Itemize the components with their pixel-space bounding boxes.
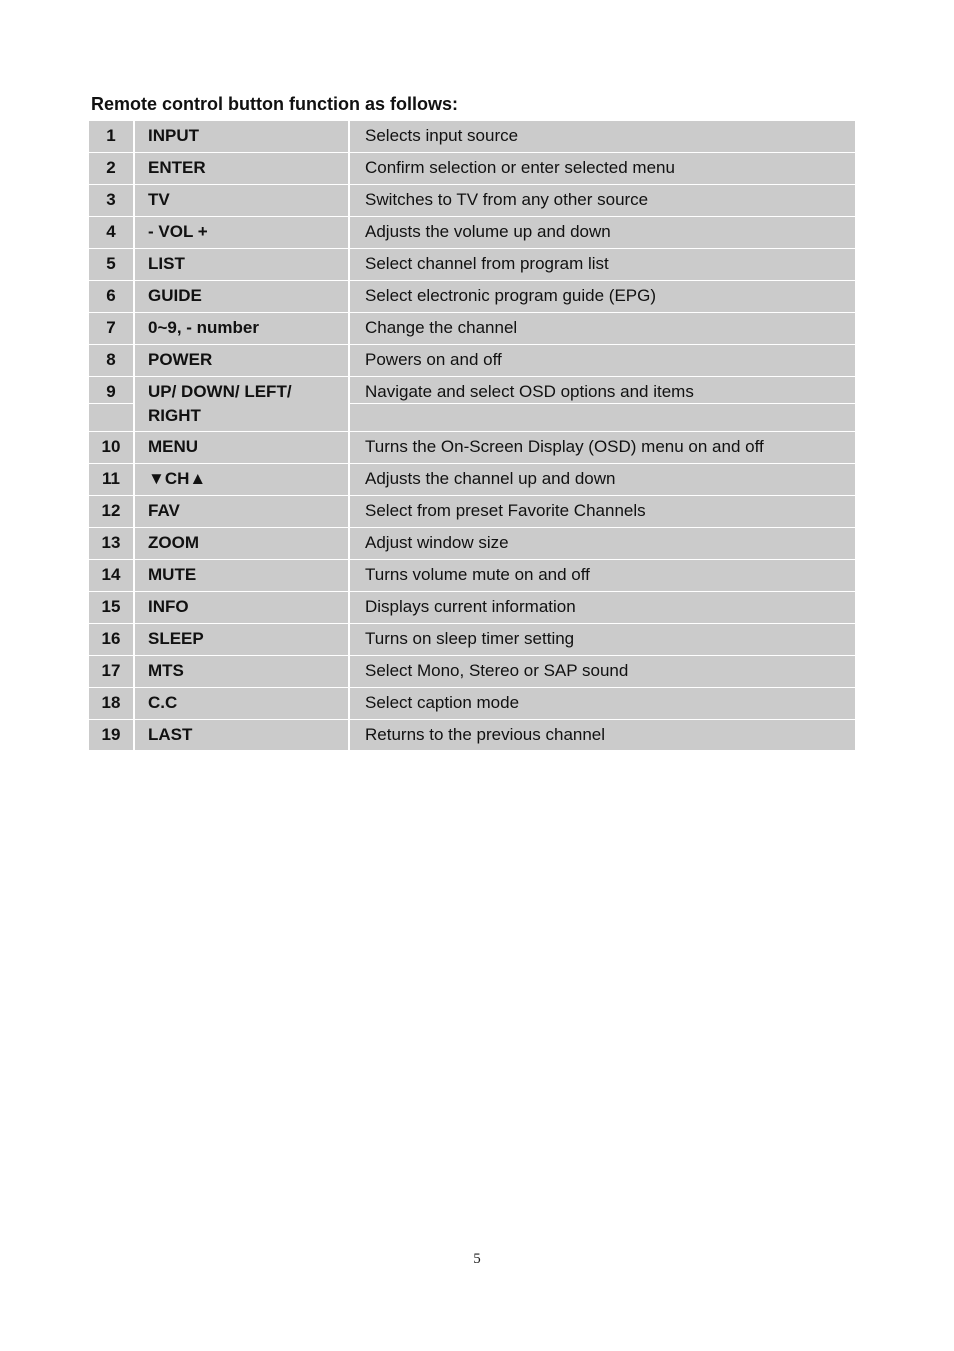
button-number: 5 [89,249,133,280]
button-function: Turns on sleep timer setting [350,624,855,655]
page-number: 5 [473,1251,481,1267]
button-function: Confirm selection or enter selected menu [350,153,855,184]
table-row [89,624,855,656]
table-row [89,432,855,464]
table-row [89,592,855,624]
button-function: Select caption mode [350,688,855,719]
button-number: 9 [89,377,133,431]
table-row [89,345,855,377]
button-number: 18 [89,688,133,719]
section-heading: Remote control button function as follows: [91,94,458,114]
table-row [89,281,855,313]
button-name: 0~9, - number [135,313,348,344]
button-name: ▼CH▲ [135,464,348,495]
button-name: LAST [135,720,348,750]
button-number: 16 [89,624,133,655]
button-function: Adjusts the volume up and down [350,217,855,248]
button-function: Adjust window size [350,528,855,559]
button-name: INFO [135,592,348,623]
button-name: ZOOM [135,528,348,559]
button-name: TV [135,185,348,216]
table-row [89,249,855,281]
button-number: 8 [89,345,133,376]
table-row [89,377,855,432]
button-name: MENU [135,432,348,463]
button-name: MUTE [135,560,348,591]
button-number: 15 [89,592,133,623]
table-row [89,121,855,153]
button-function: Select from preset Favorite Channels [350,496,855,527]
button-name: GUIDE [135,281,348,312]
button-function: Select channel from program list [350,249,855,280]
button-number: 13 [89,528,133,559]
button-name: - VOL + [135,217,348,248]
remote-button-table [89,121,855,751]
button-name: MTS [135,656,348,687]
button-function: Turns volume mute on and off [350,560,855,591]
button-function: Select Mono, Stereo or SAP sound [350,656,855,687]
table-row [89,688,855,720]
button-name: SLEEP [135,624,348,655]
button-function: Select electronic program guide (EPG) [350,281,855,312]
button-function: Adjusts the channel up and down [350,464,855,495]
button-name: LIST [135,249,348,280]
button-number: 19 [89,720,133,750]
button-number: 3 [89,185,133,216]
table-row [89,464,855,496]
table-row [89,560,855,592]
table-row [89,185,855,217]
button-function: Switches to TV from any other source [350,185,855,216]
button-number: 11 [89,464,133,495]
table-row [89,496,855,528]
table-row [89,217,855,249]
button-function: Returns to the previous channel [350,720,855,750]
button-name: POWER [135,345,348,376]
button-name: FAV [135,496,348,527]
button-number: 1 [89,121,133,152]
button-function: Powers on and off [350,345,855,376]
table-row [89,313,855,345]
button-function: Navigate and select OSD options and items [350,377,855,431]
button-number: 2 [89,153,133,184]
table-row [89,656,855,688]
table-row [89,720,855,751]
button-function: Turns the On-Screen Display (OSD) menu on and off [350,432,855,463]
button-function: Change the channel [350,313,855,344]
button-function: Selects input source [350,121,855,152]
button-name: C.C [135,688,348,719]
button-number: 4 [89,217,133,248]
button-number: 10 [89,432,133,463]
button-name: INPUT [135,121,348,152]
button-function: Displays current information [350,592,855,623]
button-name: ENTER [135,153,348,184]
table-row [89,528,855,560]
button-number: 14 [89,560,133,591]
button-name: UP/ DOWN/ LEFT/ RIGHT [135,377,348,431]
button-number: 6 [89,281,133,312]
button-number: 17 [89,656,133,687]
button-number: 7 [89,313,133,344]
table-row [89,153,855,185]
button-number: 12 [89,496,133,527]
